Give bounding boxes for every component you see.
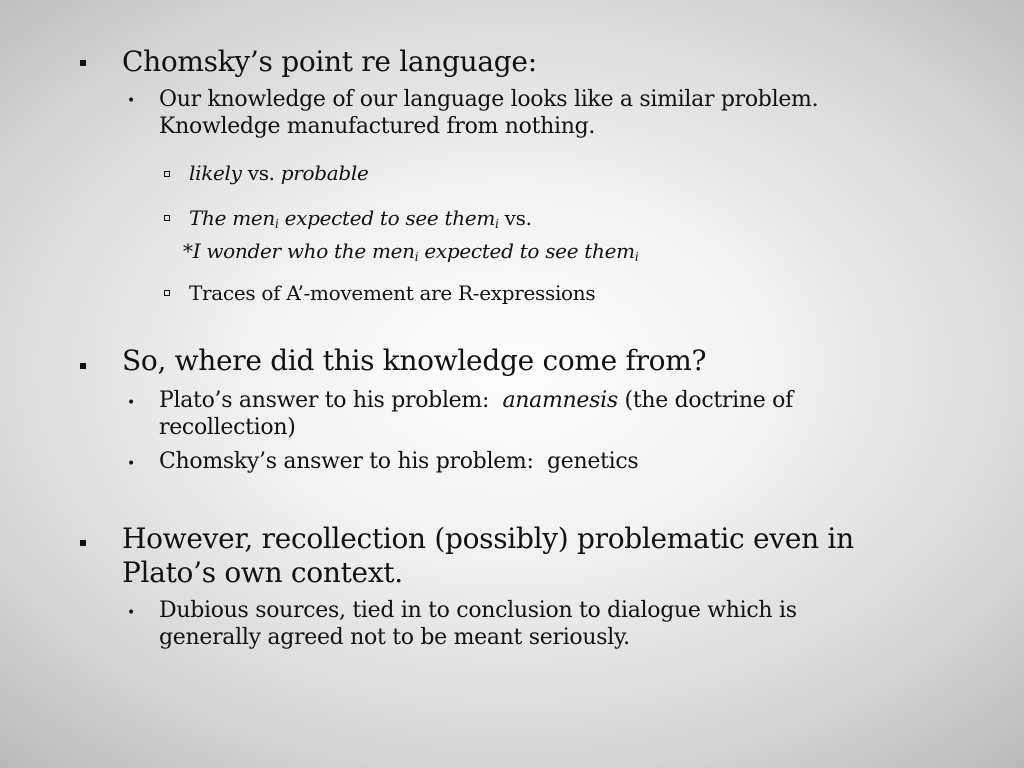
bullet-1-sub-1b-line-2 xyxy=(183,238,638,265)
bullet-3-line-2: Plato’s own context. xyxy=(122,556,403,589)
the-men-text: The men xyxy=(189,206,275,230)
hollow-square-bullet-icon xyxy=(164,171,170,177)
vs-text: vs. xyxy=(241,161,281,185)
index-i: i xyxy=(634,250,639,264)
round-bullet-icon: • xyxy=(127,93,136,109)
bullet-3-sub-1-line-1: Dubious sources, tied in to conclusion to dialogue which is xyxy=(159,598,797,623)
bullet-3-line-1: However, recollection (possibly) problematic even in xyxy=(122,522,854,555)
square-bullet-icon xyxy=(80,60,86,66)
bullet-2-sub-2: Chomsky’s answer to his problem: genetics xyxy=(159,449,639,474)
bullet-1-sub-1 xyxy=(159,86,818,140)
vs-text: vs. xyxy=(498,206,532,230)
bullet-1-sub-1-line-2: Knowledge manufactured from nothing. xyxy=(159,114,596,139)
anamnesis-text: anamnesis xyxy=(502,388,618,413)
doctrine-text: (the doctrine of xyxy=(617,388,793,413)
expected-text: expected to see them xyxy=(278,206,496,230)
bullet-3-sub-1-line-2: generally agreed not to be meant seriously. xyxy=(159,625,630,650)
square-bullet-icon xyxy=(80,363,86,369)
bullet-1-sub-1b-line-1 xyxy=(189,205,532,232)
likely-text: likely xyxy=(189,161,242,185)
bullet-2-sub-1 xyxy=(159,387,793,441)
bullet-3-sub-1 xyxy=(159,597,797,651)
index-i: i xyxy=(414,250,419,264)
bullet-1-sub-1-line-1: Our knowledge of our language looks like a similar problem. xyxy=(159,87,819,112)
hollow-square-bullet-icon xyxy=(164,215,170,221)
round-bullet-icon: • xyxy=(127,395,136,411)
bullet-2-sub-1-line-2: recollection) xyxy=(159,415,296,440)
asterisk-text: * xyxy=(183,239,193,263)
square-bullet-icon xyxy=(80,540,86,546)
index-i: i xyxy=(275,217,279,231)
bullet-3-text xyxy=(122,522,854,590)
probable-text: probable xyxy=(280,161,369,185)
bullet-2-sub-1-line-1 xyxy=(159,387,793,414)
hollow-square-bullet-icon xyxy=(164,290,170,296)
bullet-1-sub-1a xyxy=(189,160,369,187)
index-i: i xyxy=(495,217,499,231)
bullet-1-text: Chomsky’s point re language: xyxy=(122,45,537,78)
bullet-1-sub-1c: Traces of A’-movement are R-expressions xyxy=(189,281,596,305)
round-bullet-icon: • xyxy=(127,605,136,621)
bullet-2-text: So, where did this knowledge come from? xyxy=(122,344,707,377)
plato-answer-text: Plato’s answer to his problem: xyxy=(159,388,503,413)
round-bullet-icon: • xyxy=(127,456,136,472)
wonder-text: I wonder who the men xyxy=(192,239,415,263)
expected2-text: expected to see them xyxy=(418,239,635,263)
